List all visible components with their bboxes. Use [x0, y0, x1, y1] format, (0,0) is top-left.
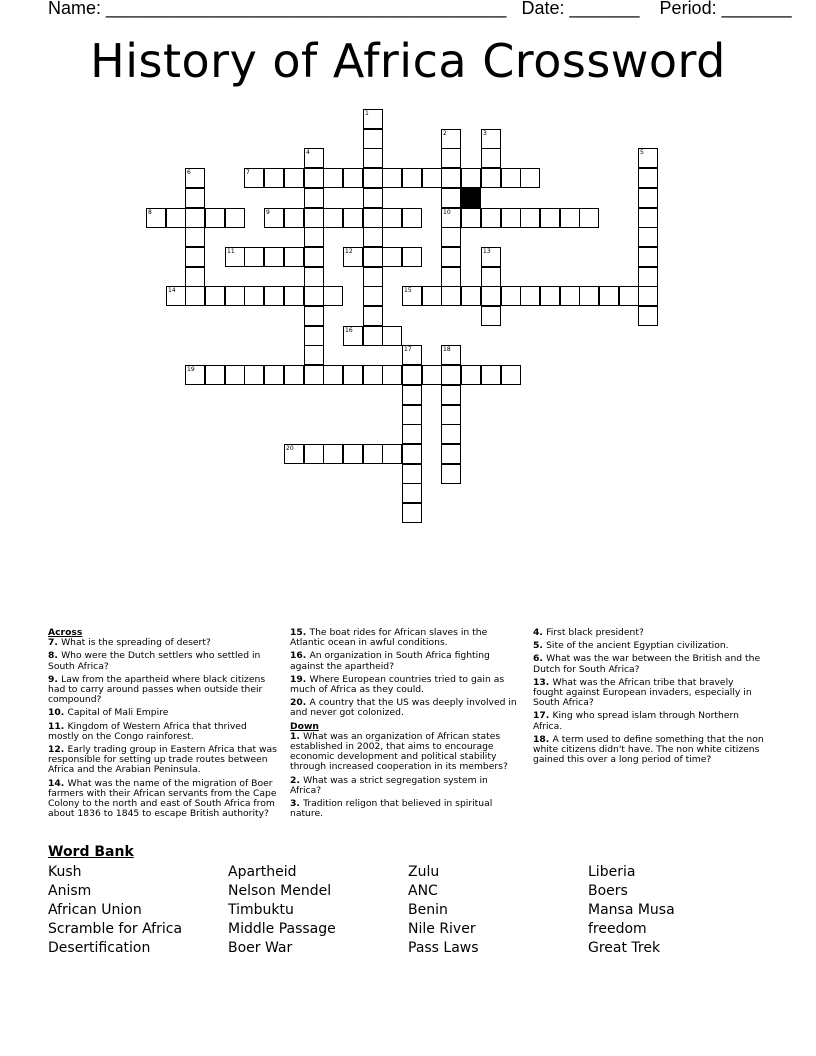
clue — [48, 745, 280, 776]
clue-number: 18 — [443, 346, 451, 353]
grid-cell[interactable] — [363, 129, 383, 149]
grid-cell[interactable] — [323, 286, 343, 306]
grid-cell[interactable] — [402, 464, 422, 484]
clue-number: 6 — [187, 169, 191, 176]
clue-text: Tradition religon that believed in spiritual nature. — [290, 798, 493, 820]
clue — [533, 628, 765, 638]
clue-number: 14. — [48, 777, 68, 789]
grid-cell[interactable] — [284, 168, 304, 188]
grid-cell[interactable] — [481, 306, 501, 326]
grid-cell[interactable] — [323, 444, 343, 464]
clue-number: 20 — [286, 445, 294, 452]
grid-cell[interactable] — [520, 286, 540, 306]
clue — [48, 638, 280, 648]
grid-cell[interactable] — [304, 306, 324, 326]
grid-cell[interactable] — [481, 267, 501, 287]
word-bank-word: Apartheid — [228, 864, 297, 880]
clue-number: 17 — [404, 346, 412, 353]
grid-cell[interactable] — [402, 483, 422, 503]
grid-cell[interactable] — [638, 267, 658, 287]
word-bank-word: Kush — [48, 864, 82, 880]
grid-cell[interactable] — [363, 365, 383, 385]
clue-number: 4. — [533, 627, 547, 638]
clue-text: Site of the ancient Egyptian civilization. — [546, 640, 729, 652]
word-bank-word: Great Trek — [588, 940, 661, 956]
clue-text: Kingdom of Western Africa that thrived mostly on the Congo rainforest. — [48, 720, 247, 742]
clue — [533, 641, 765, 651]
clue-number: 1 — [365, 110, 369, 117]
clue-text: An organization in South Africa fighting against the apartheid? — [290, 650, 490, 672]
grid-cell[interactable] — [205, 365, 225, 385]
grid-cell[interactable] — [382, 326, 402, 346]
grid-cell[interactable] — [520, 208, 540, 228]
clue-text: A country that the US was deeply involved in and never got colonized. — [290, 697, 517, 719]
grid-cell[interactable] — [225, 247, 245, 267]
clue-text: What was the name of the migration of Boer farmers with their African servants from the Cape Colony to the north and east of South Africa from about 1836 to 1845 to escape British authority? — [48, 777, 277, 820]
grid-cell[interactable] — [363, 267, 383, 287]
clue-number: 17. — [533, 710, 553, 722]
clue-number: 8. — [48, 650, 62, 662]
clue-heading: Across — [48, 627, 83, 638]
grid-cell[interactable] — [402, 345, 422, 365]
clue-number: 11. — [48, 720, 68, 732]
grid-cell[interactable] — [264, 168, 284, 188]
clue-number: 15. — [290, 627, 310, 638]
word-bank-word: Middle Passage — [228, 921, 336, 937]
clue-number: 16. — [290, 650, 310, 662]
clue-text: Capital of Mali Empire — [67, 707, 169, 719]
grid-cell[interactable] — [264, 365, 284, 385]
word-bank-word: Desertification — [48, 940, 151, 956]
grid-cell[interactable] — [501, 286, 521, 306]
grid-cell[interactable] — [304, 168, 324, 188]
grid-cell[interactable] — [304, 326, 324, 346]
grid-cell[interactable] — [619, 286, 639, 306]
clues-column-3 — [533, 628, 765, 768]
grid-cell[interactable] — [579, 286, 599, 306]
grid-cell[interactable] — [638, 188, 658, 208]
word-bank-column — [588, 863, 675, 958]
grid-cell[interactable] — [244, 286, 264, 306]
grid-cell[interactable] — [461, 365, 481, 385]
clue — [533, 654, 765, 674]
grid-cell[interactable] — [185, 365, 205, 385]
grid-cell[interactable] — [441, 424, 461, 444]
grid-cell[interactable] — [540, 286, 560, 306]
grid-cell[interactable] — [441, 444, 461, 464]
grid-cell[interactable] — [638, 306, 658, 326]
grid-cell[interactable] — [638, 168, 658, 188]
grid-cell[interactable] — [441, 227, 461, 247]
grid-cell[interactable] — [402, 385, 422, 405]
clue-text: What is the spreading of desert? — [61, 637, 211, 649]
grid-cell[interactable] — [284, 208, 304, 228]
grid-cell[interactable] — [264, 247, 284, 267]
grid-cell[interactable] — [402, 365, 422, 385]
word-bank-column — [408, 863, 479, 958]
clue-number: 8 — [148, 209, 152, 216]
clue-number: 10 — [443, 209, 451, 216]
grid-cell[interactable] — [638, 208, 658, 228]
clue-text: Who were the Dutch settlers who settled in South Africa? — [48, 650, 261, 672]
grid-cell[interactable] — [363, 247, 383, 267]
clue — [48, 722, 280, 742]
grid-cell[interactable] — [284, 365, 304, 385]
clue — [533, 678, 765, 709]
clue-number: 4 — [306, 149, 310, 156]
clue-text: What was a strict segregation system in Africa? — [290, 774, 488, 796]
grid-cell[interactable] — [402, 444, 422, 464]
clue-number: 7. — [48, 637, 62, 649]
clue-number: 14 — [168, 287, 176, 294]
grid-cell[interactable] — [146, 208, 166, 228]
grid-cell[interactable] — [244, 365, 264, 385]
clue-text: A term used to define something that the non white citizens didn't have. The non white citizens gained this over a long period of time? — [533, 733, 764, 766]
grid-cell[interactable] — [382, 247, 402, 267]
clue-number: 1. — [290, 730, 304, 742]
grid-cell[interactable] — [343, 326, 363, 346]
grid-cell[interactable] — [441, 129, 461, 149]
clue — [290, 776, 520, 796]
grid-cell[interactable] — [185, 227, 205, 247]
grid-cell[interactable] — [402, 424, 422, 444]
word-bank-word: Scramble for Africa — [48, 921, 183, 937]
grid-cell[interactable] — [579, 208, 599, 228]
grid-cell[interactable] — [343, 208, 363, 228]
word-bank-word: Nile River — [408, 921, 476, 937]
grid-cell[interactable] — [441, 188, 461, 208]
grid-cell[interactable] — [461, 168, 481, 188]
grid-block — [461, 188, 481, 208]
grid-cell[interactable] — [185, 286, 205, 306]
clue — [290, 698, 520, 718]
grid-cell[interactable] — [304, 148, 324, 168]
word-bank-word: Nelson Mendel — [228, 883, 332, 899]
clue-text: What was the war between the British and the Dutch for South Africa? — [533, 653, 761, 675]
word-bank-word: Boer War — [228, 940, 293, 956]
clue-text: The boat rides for African slaves in the Atlantic ocean in awful conditions. — [290, 627, 488, 649]
grid-cell[interactable] — [166, 286, 186, 306]
clue-number: 15 — [404, 287, 412, 294]
grid-cell[interactable] — [481, 247, 501, 267]
grid-cell[interactable] — [304, 286, 324, 306]
grid-cell[interactable] — [481, 208, 501, 228]
grid-cell[interactable] — [402, 168, 422, 188]
clue-number: 16 — [345, 327, 353, 334]
clue — [48, 708, 280, 718]
grid-cell[interactable] — [343, 444, 363, 464]
grid-cell[interactable] — [304, 267, 324, 287]
grid-cell[interactable] — [343, 365, 363, 385]
clue-number: 3. — [290, 798, 304, 810]
page-title: History of Africa Crossword — [90, 34, 726, 88]
clue-number: 9. — [48, 673, 62, 685]
grid-cell[interactable] — [638, 247, 658, 267]
clue — [533, 735, 765, 766]
grid-cell[interactable] — [323, 365, 343, 385]
grid-cell[interactable] — [304, 188, 324, 208]
grid-cell[interactable] — [441, 148, 461, 168]
grid-cell[interactable] — [481, 286, 501, 306]
clue-number: 2 — [443, 130, 447, 137]
grid-cell[interactable] — [481, 365, 501, 385]
clue-text: First black president? — [546, 627, 644, 638]
grid-cell[interactable] — [638, 227, 658, 247]
grid-cell[interactable] — [441, 208, 461, 228]
grid-cell[interactable] — [382, 365, 402, 385]
grid-cell[interactable] — [363, 326, 383, 346]
clue-text: Early trading group in Eastern Africa that was responsible for setting up trade routes between Africa and the Arabian Peninsula. — [48, 744, 277, 776]
grid-cell[interactable] — [185, 188, 205, 208]
grid-cell[interactable] — [481, 168, 501, 188]
grid-cell[interactable] — [402, 503, 422, 523]
grid-cell[interactable] — [422, 168, 442, 188]
grid-cell[interactable] — [166, 208, 186, 228]
clue-text: What was an organization of African states established in 2002, that aims to encourage economic development and political stability through increased cooperation in its members? — [290, 730, 508, 773]
clue — [290, 732, 520, 773]
grid-cell[interactable] — [363, 208, 383, 228]
clue-number: 13. — [533, 676, 553, 688]
word-bank-word: African Union — [48, 902, 142, 918]
grid-cell[interactable] — [441, 267, 461, 287]
clue-number: 12. — [48, 744, 68, 756]
grid-cell[interactable] — [343, 168, 363, 188]
grid-cell[interactable] — [481, 129, 501, 149]
grid-cell[interactable] — [382, 208, 402, 228]
grid-cell[interactable] — [363, 109, 383, 129]
word-bank-word: Boers — [588, 883, 628, 899]
clue-text: What was the African tribe that bravely fought against European invaders, especially in South Africa? — [533, 676, 752, 709]
grid-cell[interactable] — [363, 188, 383, 208]
grid-cell[interactable] — [225, 208, 245, 228]
grid-cell[interactable] — [638, 148, 658, 168]
grid-cell[interactable] — [185, 168, 205, 188]
clue — [48, 779, 280, 820]
word-bank-word: Zulu — [408, 864, 440, 880]
word-bank-word: Benin — [408, 902, 448, 918]
clue — [533, 711, 765, 731]
clue-number: 3 — [483, 130, 487, 137]
grid-cell[interactable] — [205, 208, 225, 228]
clue-number: 12 — [345, 248, 353, 255]
grid-cell[interactable] — [304, 208, 324, 228]
clue — [290, 799, 520, 819]
clue-number: 19 — [187, 366, 195, 373]
grid-cell[interactable] — [422, 286, 442, 306]
grid-cell[interactable] — [363, 306, 383, 326]
clue-number: 2. — [290, 774, 304, 786]
grid-cell[interactable] — [185, 247, 205, 267]
grid-cell[interactable] — [363, 227, 383, 247]
word-bank-column — [48, 863, 182, 958]
grid-cell[interactable] — [520, 168, 540, 188]
clue-number: 11 — [227, 248, 235, 255]
grid-cell[interactable] — [501, 365, 521, 385]
clue — [48, 675, 280, 706]
word-bank-column — [228, 863, 336, 958]
grid-cell[interactable] — [461, 208, 481, 228]
word-bank-word: Mansa Musa — [588, 902, 675, 918]
grid-cell[interactable] — [304, 444, 324, 464]
grid-cell[interactable] — [402, 247, 422, 267]
grid-cell[interactable] — [185, 267, 205, 287]
clue-text: Where European countries tried to gain as much of Africa as they could. — [290, 673, 505, 696]
grid-cell[interactable] — [441, 385, 461, 405]
word-bank-word: Liberia — [588, 864, 636, 880]
clues-column-1 — [48, 628, 280, 822]
grid-cell[interactable] — [363, 148, 383, 168]
grid-cell[interactable] — [501, 168, 521, 188]
grid-cell[interactable] — [501, 208, 521, 228]
grid-cell[interactable] — [382, 168, 402, 188]
word-bank-word: Pass Laws — [408, 940, 479, 956]
clue — [290, 628, 520, 648]
grid-cell[interactable] — [244, 247, 264, 267]
clue-number: 5 — [640, 149, 644, 156]
word-bank-word: Anism — [48, 883, 92, 899]
grid-cell[interactable] — [441, 168, 461, 188]
clue-text: King who spread islam through Northern Africa. — [533, 710, 739, 732]
grid-cell[interactable] — [441, 464, 461, 484]
grid-cell[interactable] — [304, 345, 324, 365]
clue — [290, 675, 520, 695]
grid-cell[interactable] — [304, 227, 324, 247]
grid-cell[interactable] — [205, 286, 225, 306]
grid-cell[interactable] — [441, 247, 461, 267]
grid-cell[interactable] — [304, 247, 324, 267]
grid-cell[interactable] — [560, 208, 580, 228]
grid-cell[interactable] — [363, 168, 383, 188]
grid-cell[interactable] — [244, 168, 264, 188]
clue-heading: Down — [290, 720, 319, 732]
grid-cell[interactable] — [441, 365, 461, 385]
word-bank-word: Timbuktu — [228, 902, 294, 918]
clue-number: 6. — [533, 653, 547, 665]
clues-column-2 — [290, 628, 520, 822]
grid-cell[interactable] — [441, 405, 461, 425]
grid-cell[interactable] — [284, 444, 304, 464]
grid-cell[interactable] — [560, 286, 580, 306]
clue-number: 9 — [266, 209, 270, 216]
grid-cell[interactable] — [264, 286, 284, 306]
grid-cell[interactable] — [481, 148, 501, 168]
grid-cell[interactable] — [599, 286, 619, 306]
grid-cell[interactable] — [441, 345, 461, 365]
word-bank-title: Word Bank — [48, 844, 134, 860]
grid-cell[interactable] — [264, 208, 284, 228]
grid-cell[interactable] — [304, 365, 324, 385]
clue — [48, 651, 280, 671]
clue-text: Law from the apartheid where black citizens had to carry around passes when outside their compound? — [48, 673, 266, 706]
grid-cell[interactable] — [441, 286, 461, 306]
clue-number: 18. — [533, 733, 553, 745]
word-bank-word: ANC — [408, 883, 438, 899]
clue — [290, 651, 520, 671]
clue-number: 7 — [246, 169, 250, 176]
clue-number: 5. — [533, 640, 547, 652]
grid-cell[interactable] — [323, 208, 343, 228]
grid-cell[interactable] — [461, 286, 481, 306]
clue-number: 13 — [483, 248, 491, 255]
grid-cell[interactable] — [225, 365, 245, 385]
grid-cell[interactable] — [402, 286, 422, 306]
clue-number: 19. — [290, 673, 310, 685]
grid-cell[interactable] — [225, 286, 245, 306]
grid-cell[interactable] — [185, 208, 205, 228]
grid-cell[interactable] — [284, 286, 304, 306]
grid-cell[interactable] — [638, 286, 658, 306]
grid-cell[interactable] — [382, 444, 402, 464]
grid-cell[interactable] — [363, 444, 383, 464]
grid-cell[interactable] — [422, 365, 442, 385]
word-bank-word: freedom — [588, 921, 647, 937]
clue-number: 20. — [290, 697, 310, 709]
grid-cell[interactable] — [284, 247, 304, 267]
name-date-period-line: Name: ________________________________________ Date: _______ Period: _______ — [48, 0, 792, 18]
grid-cell[interactable] — [363, 286, 383, 306]
grid-cell[interactable] — [343, 247, 363, 267]
grid-cell[interactable] — [540, 208, 560, 228]
grid-cell[interactable] — [402, 208, 422, 228]
grid-cell[interactable] — [402, 405, 422, 425]
grid-cell[interactable] — [323, 168, 343, 188]
clue-number: 10. — [48, 707, 68, 719]
